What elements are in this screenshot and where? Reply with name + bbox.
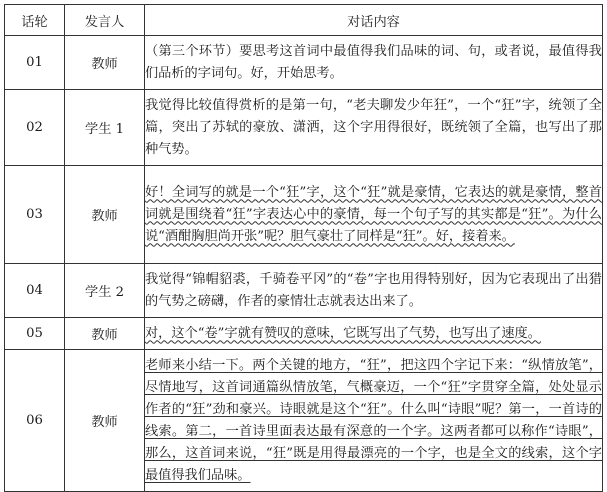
turn-cell: 02 bbox=[5, 90, 65, 166]
speaker-cell: 教师 bbox=[65, 318, 145, 350]
header-content: 对话内容 bbox=[145, 5, 603, 36]
content-text: 对，这个“卷”字就有赞叹的意味，它既写出了气势，也写出了速度。 bbox=[145, 325, 541, 341]
content-cell bbox=[145, 350, 603, 492]
turn-cell: 01 bbox=[5, 36, 65, 90]
content-cell bbox=[145, 90, 603, 166]
content-text: 我觉得比较值得赏析的是第一句，“老夫聊发少年狂”，一个“狂”字，统领了全篇，突出了苏轼的豪放、潇洒，这个字用得很好，既统领了全篇，也写出了那种气势。 bbox=[145, 97, 602, 157]
speaker-cell: 学生 1 bbox=[65, 90, 145, 166]
speaker-cell: 学生 2 bbox=[65, 264, 145, 318]
content-cell bbox=[145, 166, 603, 264]
speaker-cell: 教师 bbox=[65, 36, 145, 90]
table-row bbox=[5, 264, 603, 318]
table-row bbox=[5, 90, 603, 166]
content-text: 老师来小结一下。两个关键的地方，“狂”，把这四个字记下来：“纵情放笔”，尽情地写，这首词通篇纵情放笔，气概豪迈，一个“狂”字贯穿全篇，处处显示作者的“狂”劲和豪兴。诗眼就是这个“狂”。什么叫“诗眼”呢？第一，一首诗的线索。第二，一首诗里面表达最有深意的一个字。这两者都可以称作“诗眼”，那么，这首词来说，“狂”既是用得最漂亮的一个字，也是全文的线索，这个字最值得我们品味。 bbox=[145, 357, 602, 483]
header-row bbox=[5, 5, 603, 36]
table-row bbox=[5, 350, 603, 492]
turn-cell: 03 bbox=[5, 166, 65, 264]
turn-cell: 05 bbox=[5, 318, 65, 350]
header-turn: 话轮 bbox=[5, 5, 65, 36]
content-text: 我觉得“锦帽貂裘，千骑卷平冈”的“卷”字也用得特别好，因为它表现出了出猎的气势之磅礴，作者的豪情壮志就表达出来了。 bbox=[145, 271, 602, 309]
header-speaker: 发言人 bbox=[65, 5, 145, 36]
dialogue-table bbox=[4, 4, 603, 492]
content-cell bbox=[145, 264, 603, 318]
turn-cell: 04 bbox=[5, 264, 65, 318]
turn-cell: 06 bbox=[5, 350, 65, 492]
content-text: （第三个环节）要思考这首词中最值得我们品味的词、句，或者说，最值得我们品析的字词句。好，开始思考。 bbox=[145, 43, 602, 81]
table-row bbox=[5, 166, 603, 264]
speaker-cell: 教师 bbox=[65, 350, 145, 492]
content-cell bbox=[145, 318, 603, 350]
speaker-cell: 教师 bbox=[65, 166, 145, 264]
content-text: 好！全词写的就是一个“狂”字，这个“狂”就是豪情，它表达的就是豪情，整首词就是围绕着“狂”字表达心中的豪情，每一个句子写的其实都是“狂”。为什么说“酒酣胸胆尚开张”呢？胆气豪壮了同样是“狂”。好，接着来。 bbox=[145, 184, 602, 244]
content-cell bbox=[145, 36, 603, 90]
table-row bbox=[5, 318, 603, 350]
table-row bbox=[5, 36, 603, 90]
